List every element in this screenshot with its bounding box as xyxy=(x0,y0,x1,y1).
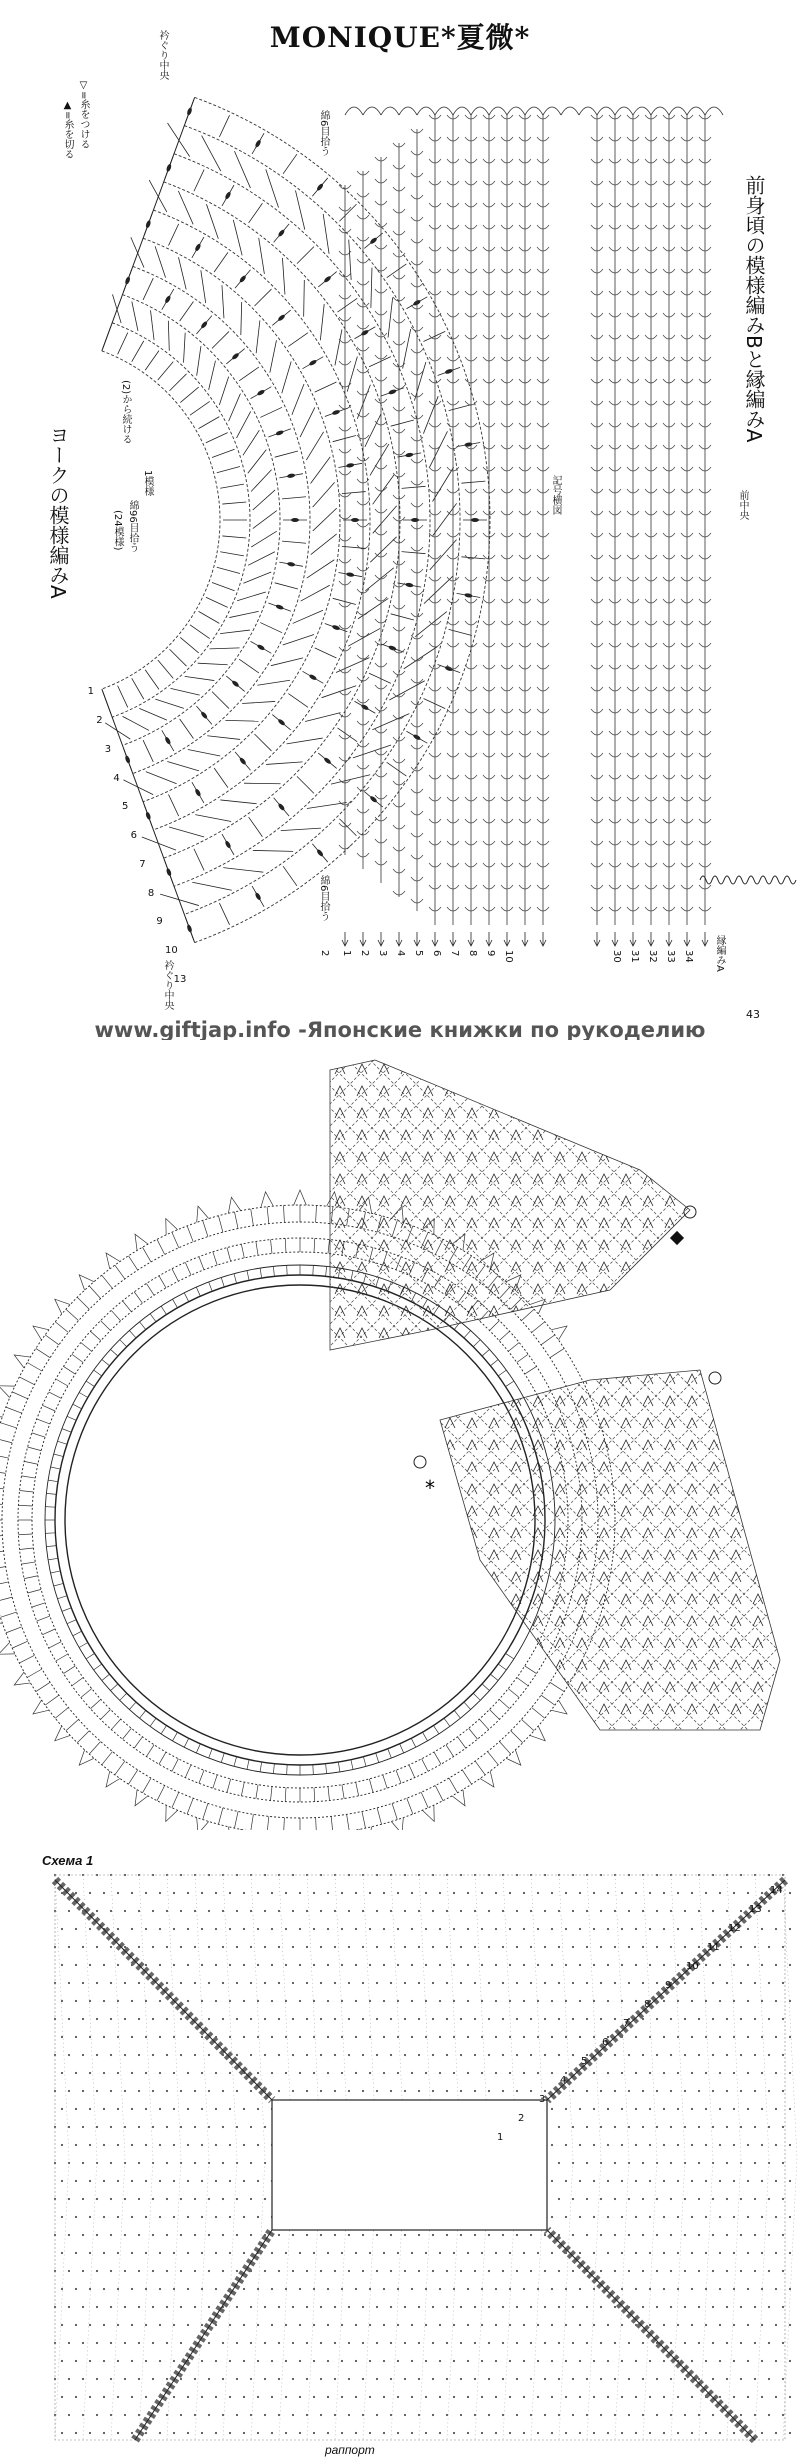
yoke-note-count: (24模様) xyxy=(112,510,123,551)
schema-row-number: 1 xyxy=(497,2132,504,2143)
bodice-row-number: 2 xyxy=(319,950,330,957)
schema-row-number: 6 xyxy=(602,2037,609,2048)
schema-label: Схема 1 xyxy=(42,1853,94,1868)
yoke-row-number: 7 xyxy=(139,858,146,870)
front-bodice-title: 前身頃の模様編みBと縁編みA xyxy=(742,175,766,443)
schema-center-opening xyxy=(272,2100,547,2230)
legend-attach: ▽=糸をつける xyxy=(78,80,89,150)
schema-panel xyxy=(0,1830,800,2464)
border-label: 縁編みA xyxy=(714,935,725,972)
bodice-row-number: 33 xyxy=(665,950,676,963)
neck-center-bottom-label: 衿ぐり中央 xyxy=(162,960,173,1010)
yoke-chart-panel xyxy=(0,0,800,1040)
bodice-row-number: 2 xyxy=(359,950,370,957)
yoke-stitch-spokes xyxy=(103,100,487,940)
yoke-title: ヨークの模様編みA xyxy=(46,425,70,599)
yoke-row-number: 4 xyxy=(113,772,120,784)
schema-row-number: 13 xyxy=(749,1904,762,1915)
yoke-row-number: 10 xyxy=(165,945,178,957)
bodice-top-edge xyxy=(345,107,723,115)
collar-chart-drawing xyxy=(0,1040,800,1830)
rapport-label: раппорт xyxy=(325,2443,375,2457)
collar-rings xyxy=(0,1205,615,1830)
front-center-label: 前中央 xyxy=(737,490,748,520)
schema-drawing xyxy=(0,1830,800,2464)
bodice-row-number: 34 xyxy=(683,950,694,963)
schema-row-number: 7 xyxy=(623,2018,630,2029)
schema-row-number: 10 xyxy=(686,1961,699,1972)
bodice-row-number: 6 xyxy=(431,950,442,957)
schema-row-number: 3 xyxy=(539,2094,546,2105)
schema-row-number: 12 xyxy=(728,1923,741,1934)
yoke-row-number: 1 xyxy=(87,686,94,698)
row-arrows xyxy=(342,932,708,946)
yoke-row-number: 13 xyxy=(173,973,187,985)
yoke-row-number: 6 xyxy=(130,830,137,842)
yoke-note-motif: 1模様 xyxy=(142,470,153,497)
pickup-bottom-label: 綿6目拾う xyxy=(318,875,329,922)
svg-text:*: * xyxy=(425,1476,435,1500)
schema-row-number: 4 xyxy=(560,2075,567,2086)
yoke-row-number: 9 xyxy=(156,916,163,928)
page-number: 43 xyxy=(746,1008,760,1021)
schema-row-number: 9 xyxy=(665,1980,672,1991)
neck-center-top-label: 衿ぐり中央 xyxy=(157,30,168,80)
bodice-row-number: 30 xyxy=(611,950,622,963)
bodice-row-number: 8 xyxy=(467,950,478,957)
bodice-row-number: 32 xyxy=(647,950,658,963)
yoke-row-number: 5 xyxy=(122,801,129,813)
schema-row-number: 5 xyxy=(581,2056,588,2067)
bodice-row-number: 9 xyxy=(485,950,496,957)
bodice-row-number: 3 xyxy=(377,950,388,957)
yoke-row-number: 2 xyxy=(96,715,103,727)
yoke-note-pickup: 綿96目拾う xyxy=(127,500,138,553)
pickup-top-label: 綿6目拾う xyxy=(318,110,329,157)
bodice-row-number: 1 xyxy=(341,950,352,957)
schema-row-number: 2 xyxy=(518,2113,525,2124)
collar-chart-panel xyxy=(0,1040,800,1830)
yoke-row-number: 8 xyxy=(147,887,155,899)
bodice-row-number: 10 xyxy=(503,950,514,963)
bodice-stitch-columns xyxy=(339,115,711,925)
bodice-row-number: 7 xyxy=(449,950,460,957)
collar-lower-wing xyxy=(80,1370,800,1730)
bodice-row-number: 31 xyxy=(629,950,640,963)
continue-label: (2)から続ける xyxy=(120,380,131,445)
center-label: 記号横図 xyxy=(550,475,561,515)
collar-markers xyxy=(414,1206,721,1500)
schema-row-number: 8 xyxy=(644,1999,651,2010)
watermark: www.giftjap.info -Японские книжки по рукоделию xyxy=(94,1018,706,1040)
bodice-row-number: 4 xyxy=(395,950,406,957)
schema-row-number: 14 xyxy=(770,1885,783,1896)
page-title: MONIQUE*夏微* xyxy=(269,21,531,54)
bodice-row-number: 5 xyxy=(413,950,424,957)
border-wave xyxy=(700,876,796,884)
legend-cut: ▲=糸を切る xyxy=(62,100,73,160)
schema-row-number: 11 xyxy=(707,1942,720,1953)
yoke-row-number: 3 xyxy=(104,743,112,755)
